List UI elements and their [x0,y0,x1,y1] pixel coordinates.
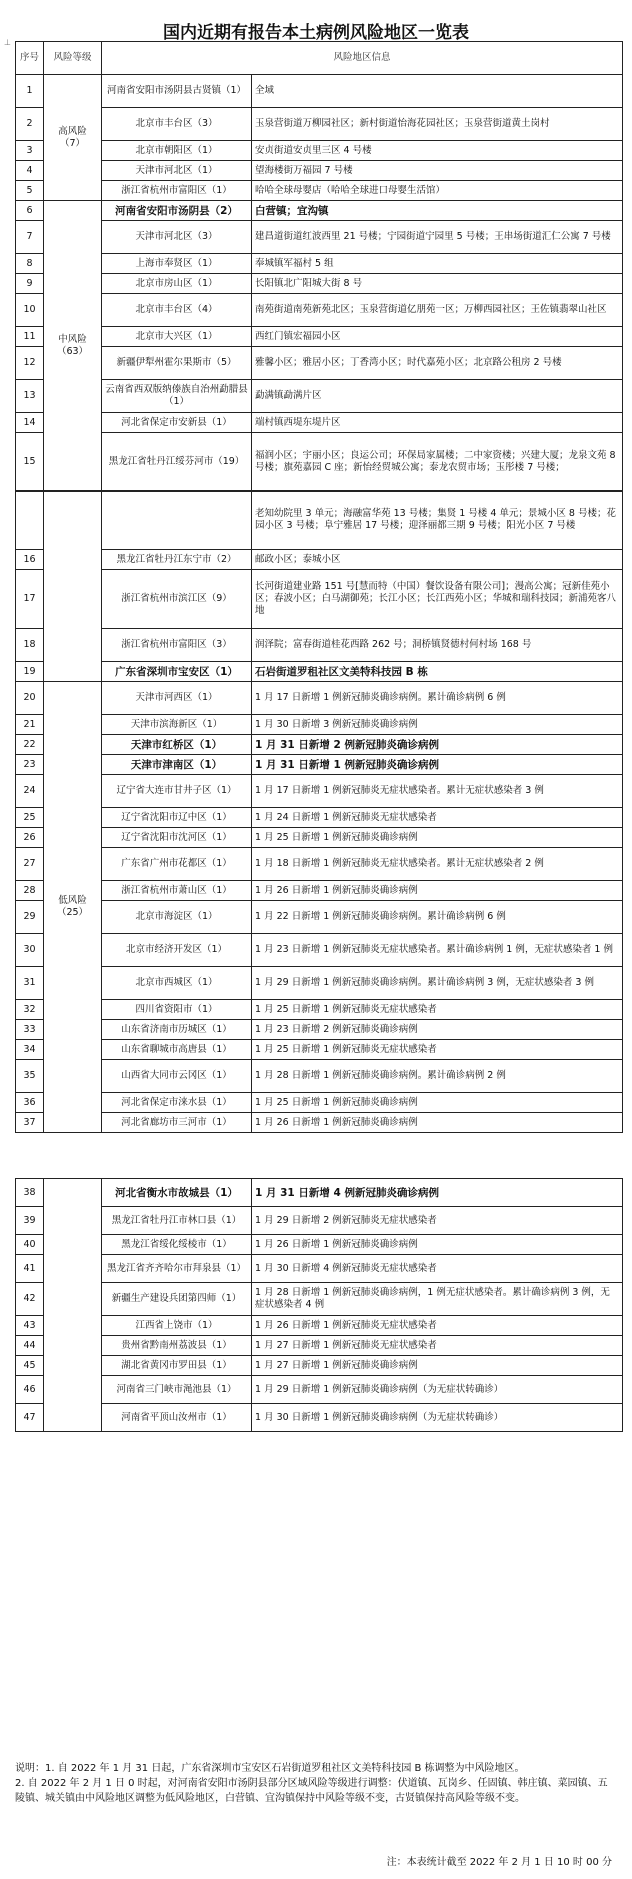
row-area: 新疆伊犁州霍尔果斯市（5） [102,347,252,380]
row-area: 河北省衡水市故城县（1） [102,1179,252,1207]
row-area: 河北省保定市涞水县（1） [102,1093,252,1113]
row-area: 天津市河北区（1） [102,161,252,181]
row-area: 黑龙江省绥化绥棱市（1） [102,1235,252,1255]
row-info: 1 月 25 日新增 1 例新冠肺炎确诊病例 [252,1093,623,1113]
table-row [16,1113,623,1133]
table-row [16,327,623,347]
row-number: 2 [16,108,44,141]
risk-level-high: 高风险 （7） [44,75,102,201]
row-area: 黑龙江省齐齐哈尔市拜泉县（1） [102,1255,252,1283]
row-number: 41 [16,1255,44,1283]
table-row [16,755,623,775]
row-number: 40 [16,1235,44,1255]
table-header [16,42,623,75]
row-number: 29 [16,901,44,934]
row-number: 28 [16,881,44,901]
table-row [16,662,623,682]
table-row [16,1316,623,1336]
notes [15,1761,615,1806]
row-area: 湖北省黄冈市罗田县（1） [102,1356,252,1376]
row-info: 1 月 29 日新增 2 例新冠肺炎无症状感染者 [252,1207,623,1235]
risk-table-part-2 [15,490,623,1133]
table-row [16,201,623,221]
row-info: 1 月 30 日新增 3 例新冠肺炎确诊病例 [252,715,623,735]
table-row [16,433,623,492]
row-number: 7 [16,221,44,254]
header-info: 风险地区信息 [102,42,623,75]
header-level: 风险等级 [44,42,102,75]
row-number: 34 [16,1040,44,1060]
row-area: 辽宁省大连市甘井子区（1） [102,775,252,808]
row-area: 浙江省杭州市富阳区（1） [102,181,252,201]
table-row [16,682,623,715]
row-number: 37 [16,1113,44,1133]
row-number: 8 [16,254,44,274]
row-info: 奉城镇军福村 5 组 [252,254,623,274]
row-info: 1 月 25 日新增 1 例新冠肺炎无症状感染者 [252,1040,623,1060]
row-area: 北京市西城区（1） [102,967,252,1000]
row-area: 河南省平顶山汝州市（1） [102,1404,252,1432]
row-info: 1 月 31 日新增 4 例新冠肺炎确诊病例 [252,1179,623,1207]
row-area: 河南省三门峡市渑池县（1） [102,1376,252,1404]
row-info: 1 月 27 日新增 1 例新冠肺炎确诊病例 [252,1356,623,1376]
note-1: 说明：1. 自 2022 年 1 月 31 日起，广东省深圳市宝安区石岩街道罗租社区文美特科技园 B 栋调整为中风险地区。 [15,1763,525,1774]
row-area: 浙江省杭州市萧山区（1） [102,881,252,901]
row-number: 5 [16,181,44,201]
row-area: 贵州省黔南州荔波县（1） [102,1336,252,1356]
header-no: 序号 [16,42,44,75]
row-area: 天津市津南区（1） [102,755,252,775]
table-row [16,1040,623,1060]
row-info: 建昌道街道红波西里 21 号楼；宁园街道宁园里 5 号楼；王串场街道汇仁公寓 7 号楼 [252,221,623,254]
table-row [16,161,623,181]
row-area: 黑龙江省牡丹江绥芬河市（19） [102,433,252,492]
row-info: 玉泉营街道万柳园社区；新村街道怡海花园社区；玉泉营街道黄土岗村 [252,108,623,141]
row-number: 22 [16,735,44,755]
row-area: 天津市河北区（3） [102,221,252,254]
row-info: 1 月 22 日新增 1 例新冠肺炎确诊病例。累计确诊病例 6 例 [252,901,623,934]
table-row [16,1336,623,1356]
row-number: 1 [16,75,44,108]
row-area: 北京市丰台区（4） [102,294,252,327]
row-area: 河北省保定市安新县（1） [102,413,252,433]
table-row [16,1235,623,1255]
row-number: 21 [16,715,44,735]
row-info: 1 月 25 日新增 1 例新冠肺炎无症状感染者 [252,1000,623,1020]
row-number: 42 [16,1283,44,1316]
row-info: 白营镇；宜沟镇 [252,201,623,221]
row-number: 16 [16,550,44,570]
row-number [16,491,44,550]
row-info: 1 月 26 日新增 1 例新冠肺炎确诊病例 [252,1113,623,1133]
table-row [16,221,623,254]
table-row [16,254,623,274]
risk-level-low: 低风险 （25） [44,682,102,1133]
row-info: 南苑街道南苑新苑北区；玉泉营街道亿朋苑一区；万柳西园社区；王佐镇翡翠山社区 [252,294,623,327]
row-number: 39 [16,1207,44,1235]
row-info: 长阳镇北广阳城大街 8 号 [252,274,623,294]
row-number: 11 [16,327,44,347]
row-number: 20 [16,682,44,715]
row-info: 1 月 29 日新增 1 例新冠肺炎确诊病例（为无症状转确诊） [252,1376,623,1404]
row-area [102,491,252,550]
table-row [16,181,623,201]
row-number: 17 [16,570,44,629]
footer-note: 注：本表统计截至 2022 年 2 月 1 日 10 时 00 分 [386,1857,612,1868]
table-row [16,274,623,294]
row-area: 北京市大兴区（1） [102,327,252,347]
row-area: 天津市红桥区（1） [102,735,252,755]
row-info: 长河街道建业路 151 号[慧而特（中国）餐饮设备有限公司]；漫高公寓；冠新佳苑小区；春波小区；白马湖御苑；长江小区；长江西苑小区；华城和瑞科技园；新浦苑客八地 [252,570,623,629]
risk-table-part-3 [15,1178,623,1432]
row-area: 四川省资阳市（1） [102,1000,252,1020]
side-marker: ⊥ [4,38,11,47]
table-row [16,1060,623,1093]
row-area: 河北省廊坊市三河市（1） [102,1113,252,1133]
row-info: 老知幼院里 3 单元；海融富华苑 13 号楼；集贤 1 号楼 4 单元；景城小区 8 号楼；花园小区 3 号楼；阜宁雅居 17 号楼；迎泽丽都三期 9 号楼；阳光小区 7 号楼 [252,491,623,550]
note-2: 2. 自 2022 年 2 月 1 日 0 时起，对河南省安阳市汤阴县部分区域风险等级进行调整：伏道镇、瓦岗乡、任固镇、韩庄镇、菜园镇、五陵镇、城关镇由中风险地区调整为低风险地区，白营镇、宜沟镇保持中风险等级不变，古贤镇保持高风险等级不变。 [15,1778,608,1804]
row-area: 新疆生产建设兵团第四师（1） [102,1283,252,1316]
table-row [16,828,623,848]
row-info: 1 月 18 日新增 1 例新冠肺炎无症状感染者。累计无症状感染者 2 例 [252,848,623,881]
row-info: 1 月 23 日新增 2 例新冠肺炎确诊病例 [252,1020,623,1040]
row-area: 浙江省杭州市滨江区（9） [102,570,252,629]
table-row [16,347,623,380]
row-area: 上海市奉贤区（1） [102,254,252,274]
row-info: 1 月 26 日新增 1 例新冠肺炎无症状感染者 [252,1316,623,1336]
row-area: 辽宁省沈阳市沈河区（1） [102,828,252,848]
row-number: 44 [16,1336,44,1356]
row-area: 广东省广州市花都区（1） [102,848,252,881]
row-info: 1 月 31 日新增 1 例新冠肺炎确诊病例 [252,755,623,775]
risk-table-part-1 [15,41,623,492]
row-info: 勐满镇勐满片区 [252,380,623,413]
row-number: 47 [16,1404,44,1432]
row-area: 江西省上饶市（1） [102,1316,252,1336]
table-row [16,848,623,881]
row-number: 4 [16,161,44,181]
risk-level-mid: 中风险 （63） [44,201,102,492]
row-number: 46 [16,1376,44,1404]
row-area: 北京市经济开发区（1） [102,934,252,967]
row-info: 安贞街道安贞里三区 4 号楼 [252,141,623,161]
row-info: 1 月 26 日新增 1 例新冠肺炎确诊病例 [252,1235,623,1255]
row-number: 32 [16,1000,44,1020]
row-number: 10 [16,294,44,327]
row-info: 端村镇西堤东堤片区 [252,413,623,433]
table-row [16,808,623,828]
table-row [16,1000,623,1020]
row-area: 天津市滨海新区（1） [102,715,252,735]
row-area: 河南省安阳市汤阴县（2） [102,201,252,221]
table-row [16,1179,623,1207]
row-info: 1 月 23 日新增 1 例新冠肺炎无症状感染者。累计确诊病例 1 例，无症状感染者 1 例 [252,934,623,967]
row-number: 14 [16,413,44,433]
row-number: 36 [16,1093,44,1113]
row-info: 1 月 31 日新增 2 例新冠肺炎确诊病例 [252,735,623,755]
risk-level-mid-continued [44,491,102,682]
row-number: 31 [16,967,44,1000]
table-row [16,629,623,662]
row-number: 27 [16,848,44,881]
table-row [16,491,623,550]
row-number: 19 [16,662,44,682]
table-row [16,735,623,755]
row-number: 13 [16,380,44,413]
row-number: 3 [16,141,44,161]
table-row [16,1093,623,1113]
row-info: 1 月 25 日新增 1 例新冠肺炎确诊病例 [252,828,623,848]
row-number: 30 [16,934,44,967]
row-number: 25 [16,808,44,828]
table-row [16,901,623,934]
row-number: 24 [16,775,44,808]
table-row [16,1020,623,1040]
row-info: 1 月 30 日新增 1 例新冠肺炎确诊病例（为无症状转确诊） [252,1404,623,1432]
table-row [16,413,623,433]
table-row [16,1207,623,1235]
row-number: 26 [16,828,44,848]
row-area: 浙江省杭州市富阳区（3） [102,629,252,662]
row-area: 辽宁省沈阳市辽中区（1） [102,808,252,828]
row-info: 哈哈全球母婴店（哈哈全球进口母婴生活馆） [252,181,623,201]
row-info: 邮政小区；泰城小区 [252,550,623,570]
table-row [16,1404,623,1432]
row-area: 黑龙江省牡丹江市林口县（1） [102,1207,252,1235]
table-row [16,550,623,570]
row-info: 1 月 30 日新增 4 例新冠肺炎无症状感染者 [252,1255,623,1283]
row-area: 天津市河西区（1） [102,682,252,715]
row-info: 1 月 27 日新增 1 例新冠肺炎无症状感染者 [252,1336,623,1356]
row-info: 全域 [252,75,623,108]
row-info: 1 月 28 日新增 1 例新冠肺炎确诊病例，1 例无症状感染者。累计确诊病例 3 例，无症状感染者 4 例 [252,1283,623,1316]
row-info: 1 月 17 日新增 1 例新冠肺炎无症状感染者。累计无症状感染者 3 例 [252,775,623,808]
table-row [16,1376,623,1404]
row-info: 福润小区；宇丽小区；良运公司；环保局家属楼；二中家资楼；兴建大厦；龙泉文苑 8 号楼；旗苑嘉园 C 座；新怡经贸城公寓；泰龙农贸市场；玉彤楼 7 号楼； [252,433,623,492]
row-number: 38 [16,1179,44,1207]
row-info: 润泽院；富春街道桂花西路 262 号；洞桥镇贤德村何村场 168 号 [252,629,623,662]
row-area: 山西省大同市云冈区（1） [102,1060,252,1093]
table-row [16,380,623,413]
row-number: 35 [16,1060,44,1093]
row-info: 1 月 29 日新增 1 例新冠肺炎确诊病例。累计确诊病例 3 例，无症状感染者 3 例 [252,967,623,1000]
table-row [16,570,623,629]
table-row [16,141,623,161]
table-row [16,294,623,327]
row-number: 18 [16,629,44,662]
row-number: 9 [16,274,44,294]
row-area: 河南省安阳市汤阴县古贤镇（1） [102,75,252,108]
row-area: 云南省西双版纳傣族自治州勐腊县（1） [102,380,252,413]
table-row [16,1255,623,1283]
row-info: 望海楼街万福园 7 号楼 [252,161,623,181]
row-number: 33 [16,1020,44,1040]
row-info: 1 月 17 日新增 1 例新冠肺炎确诊病例。累计确诊病例 6 例 [252,682,623,715]
row-number: 43 [16,1316,44,1336]
row-info: 1 月 26 日新增 1 例新冠肺炎确诊病例 [252,881,623,901]
table-row [16,1283,623,1316]
table-row [16,881,623,901]
table-row [16,775,623,808]
row-info: 1 月 24 日新增 1 例新冠肺炎无症状感染者 [252,808,623,828]
row-number: 23 [16,755,44,775]
risk-level-low-continued [44,1179,102,1432]
table-row [16,715,623,735]
row-info: 石岩街道罗租社区文美特科技园 B 栋 [252,662,623,682]
row-area: 北京市丰台区（3） [102,108,252,141]
row-info: 西红门镇宏福园小区 [252,327,623,347]
row-number: 6 [16,201,44,221]
row-info: 1 月 28 日新增 1 例新冠肺炎确诊病例。累计确诊病例 2 例 [252,1060,623,1093]
row-number: 12 [16,347,44,380]
row-area: 黑龙江省牡丹江东宁市（2） [102,550,252,570]
row-area: 广东省深圳市宝安区（1） [102,662,252,682]
row-area: 北京市朝阳区（1） [102,141,252,161]
row-area: 山东省济南市历城区（1） [102,1020,252,1040]
table-row [16,967,623,1000]
row-area: 北京市房山区（1） [102,274,252,294]
table-row [16,75,623,108]
table-row [16,1356,623,1376]
table-row [16,934,623,967]
page-title: 国内近期有报告本土病例风险地区一览表 [163,23,469,43]
row-number: 45 [16,1356,44,1376]
row-number: 15 [16,433,44,492]
row-area: 山东省聊城市高唐县（1） [102,1040,252,1060]
table-row [16,108,623,141]
row-area: 北京市海淀区（1） [102,901,252,934]
row-info: 雅馨小区；雅居小区；丁香湾小区；时代嘉苑小区；北京路公租房 2 号楼 [252,347,623,380]
